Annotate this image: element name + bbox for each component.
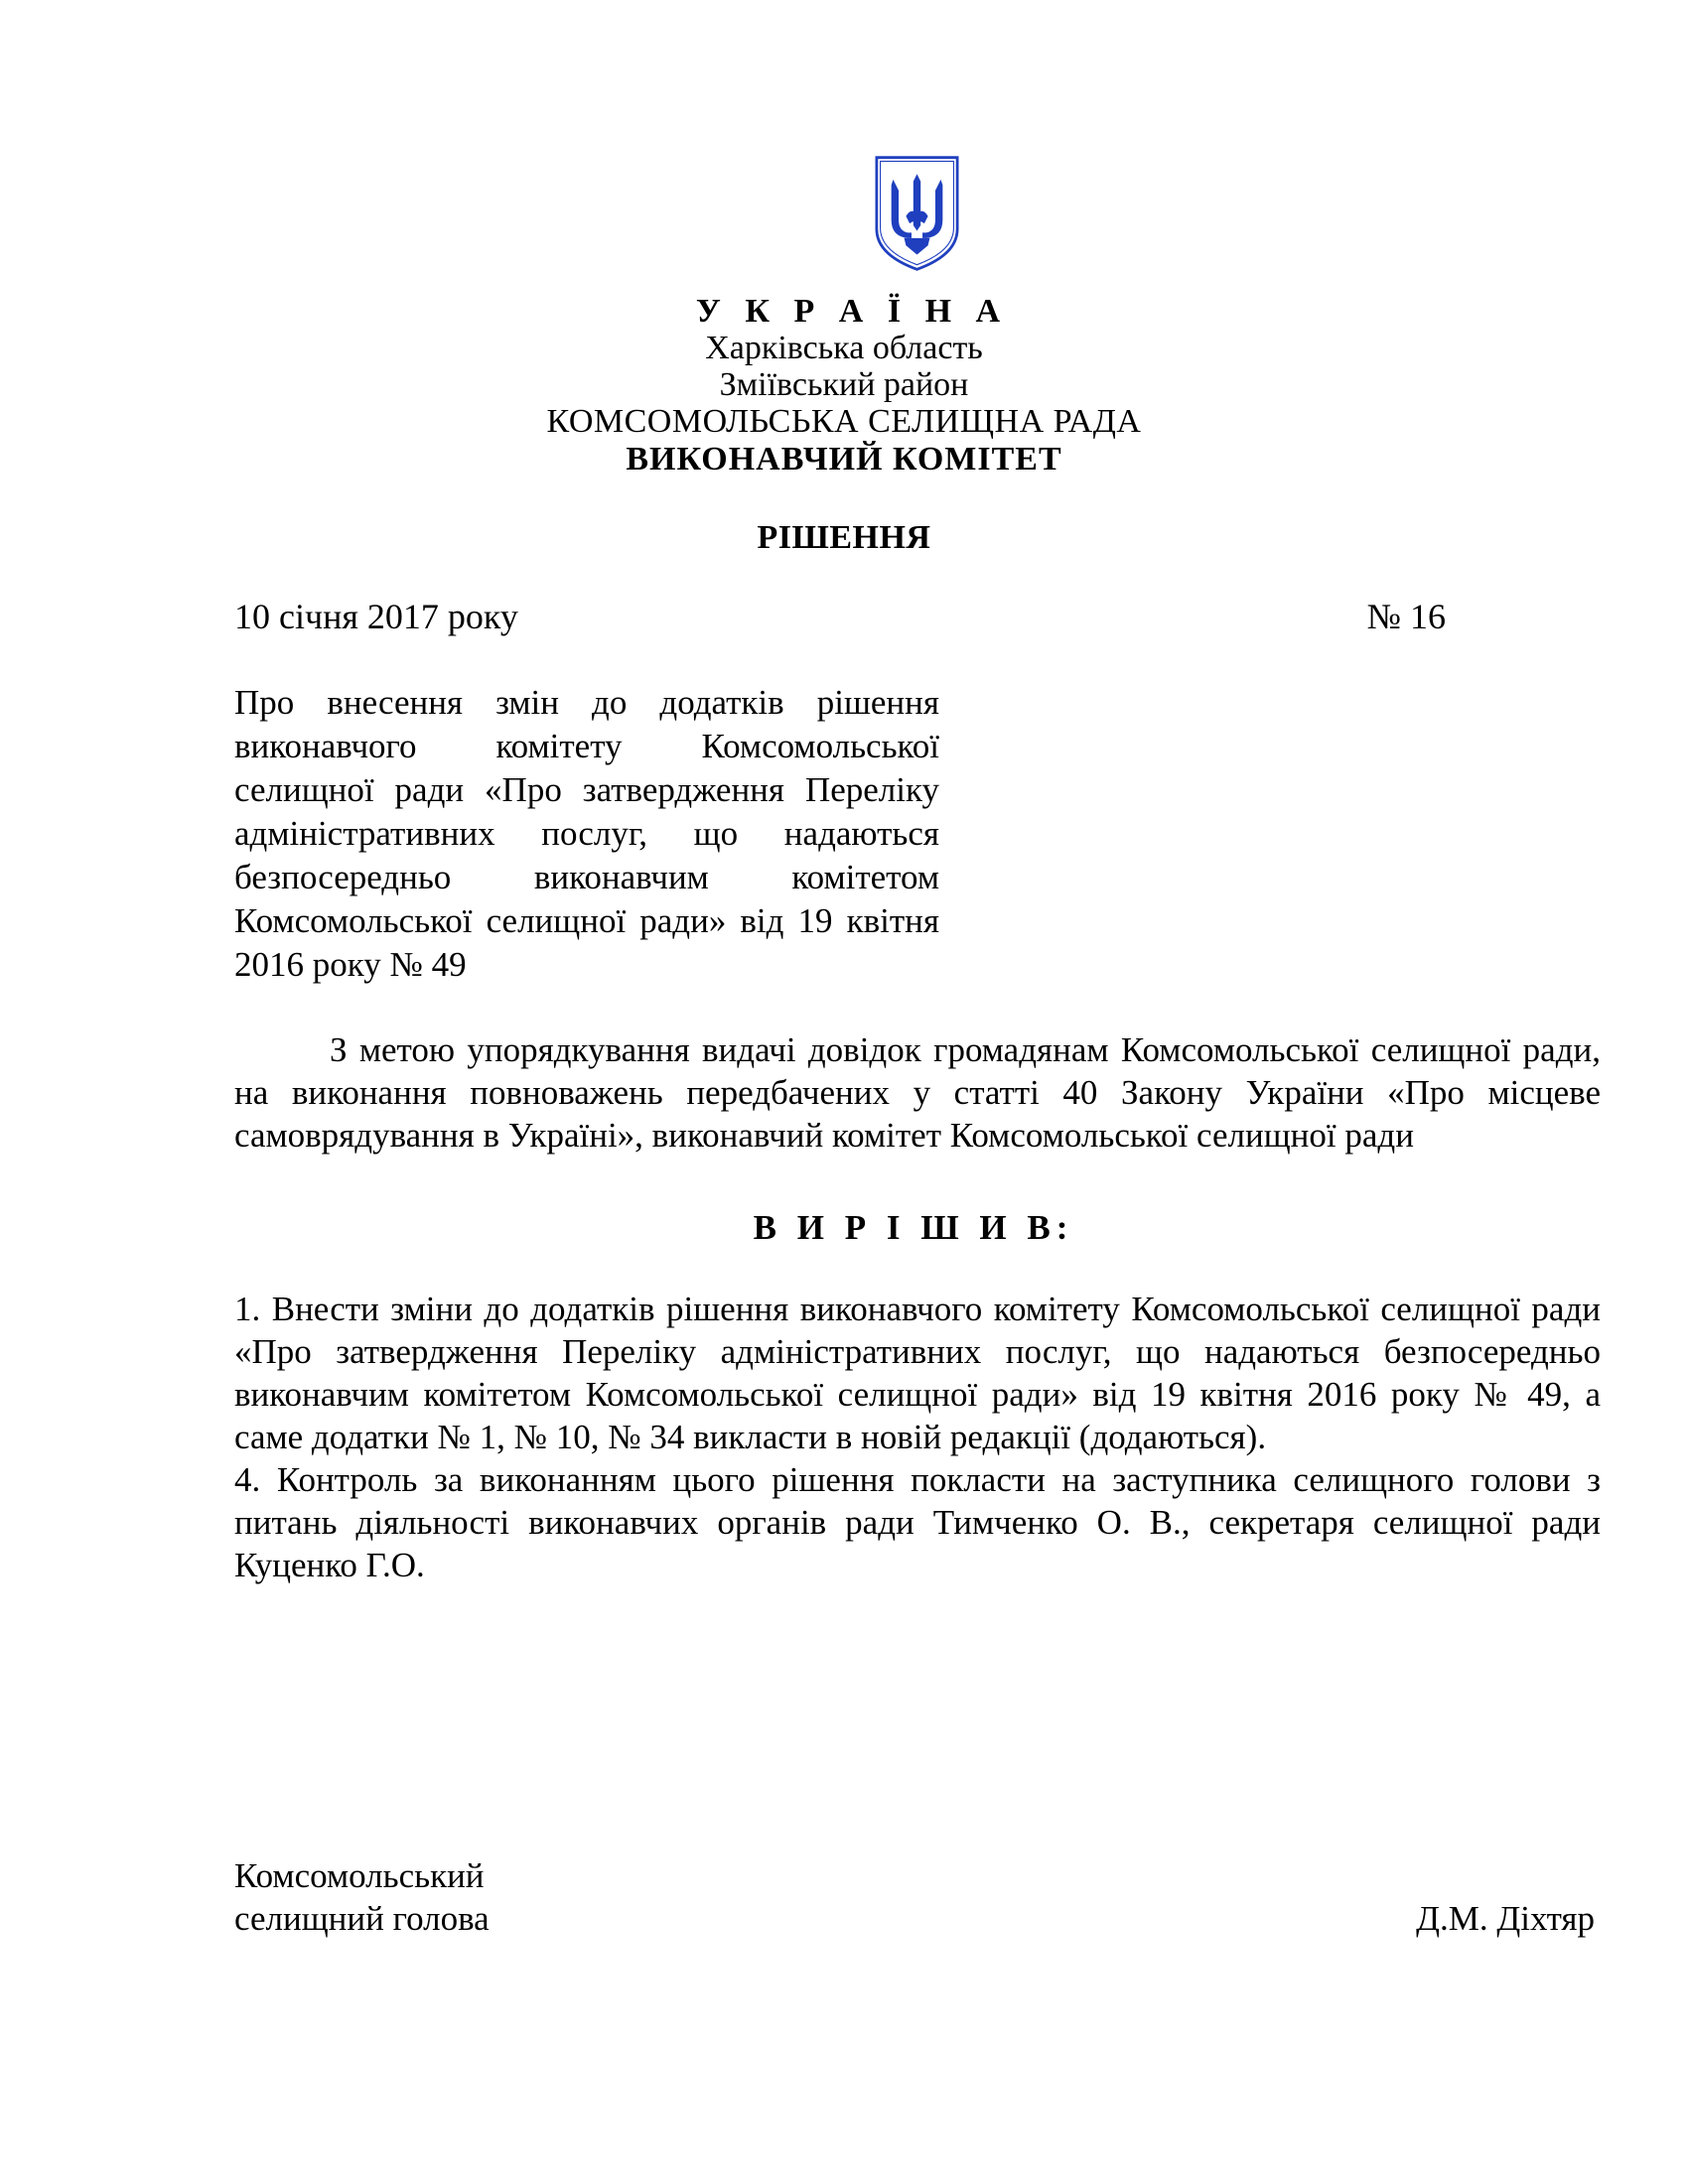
decision-subject: Про внесення змін до додатків рішення виконавчого комітету Комсомольської селищної ради «Про затвердження Переліку адміністративних послуг, що надаються безпосередньо виконавчим комітетом Комсомольської селищної ради» від 19 квітня 2016 року № 49 bbox=[234, 683, 939, 984]
signature-block bbox=[234, 1854, 1595, 1940]
decided-heading: В И Р І Ш И В: bbox=[753, 1208, 1074, 1247]
country-heading: У К Р А Ї Н А bbox=[695, 293, 1009, 330]
signatory-position-line1: Комсомольський bbox=[234, 1856, 485, 1895]
signatory-name: Д.М. Діхтяр bbox=[1416, 1899, 1595, 1938]
coat-of-arms-emblem bbox=[870, 154, 964, 273]
decision-date: 10 січня 2017 року bbox=[234, 597, 518, 636]
committee-name: ВИКОНАВЧИЙ КОМІТЕТ bbox=[626, 441, 1062, 478]
decision-number: № 16 bbox=[1366, 597, 1446, 636]
decision-items-list bbox=[234, 1288, 1601, 1586]
trident-coat-of-arms-icon bbox=[870, 154, 964, 273]
document-type-title: РІШЕННЯ bbox=[757, 519, 931, 556]
decision-item: 1. Внести зміни до додатків рішення виконавчого комітету Комсомольської селищної ради «Про затвердження Переліку адміністративних послуг, що надаються безпосередньо виконавчим комітетом Комсомольської селищної ради» від 19 квітня 2016 року № 49, а саме додатки № 1, № 10, № 34 викласти в новій редакції (додаються). bbox=[234, 1290, 1601, 1456]
rayon-line: Зміївський район bbox=[719, 366, 969, 403]
signatory-position-line2: селищний голова bbox=[234, 1899, 490, 1938]
decision-item: 4. Контроль за виконанням цього рішення покласти на заступника селищного голови з питань діяльності виконавчих органів ради Тимченко О. В., секретаря селищної ради Куценко Г.О. bbox=[234, 1460, 1601, 1584]
oblast-line: Харківська область bbox=[705, 330, 983, 366]
preamble-paragraph: З метою упорядкування видачі довідок громадянам Комсомольської селищної ради, на виконання повноважень передбачених у статті 40 Закону України «Про місцеве самоврядування в Україні», виконавчий комітет Комсомольської селищної ради bbox=[234, 1030, 1601, 1155]
council-name: КОМСОМОЛЬСЬКА СЕЛИЩНА РАДА bbox=[546, 403, 1142, 440]
